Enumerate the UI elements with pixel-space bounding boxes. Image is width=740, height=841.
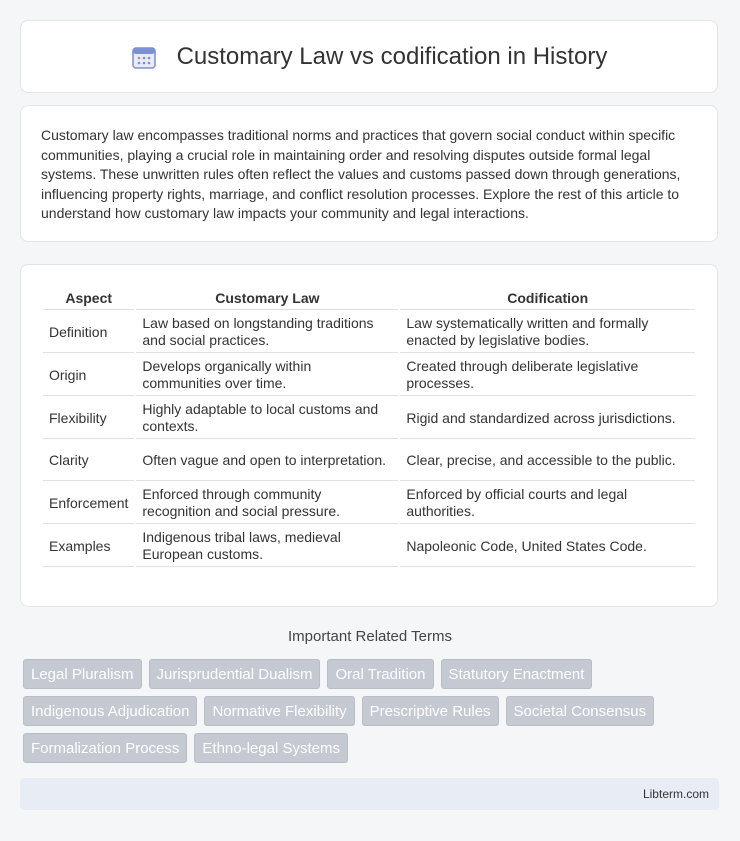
customary-cell: Indigenous tribal laws, medieval European customs. [136,526,398,567]
header-aspect: Aspect [43,287,134,310]
related-terms-list [23,659,723,763]
aspect-cell: Definition [43,312,134,353]
customary-cell: Develops organically within communities over time. [136,355,398,396]
table-row [43,526,695,567]
header-codification: Codification [400,287,695,310]
customary-cell: Highly adaptable to local customs and contexts. [136,398,398,439]
related-term-tag[interactable]: Jurisprudential Dualism [149,659,321,689]
customary-cell: Enforced through community recognition and social pressure. [136,483,398,524]
header-customary-law: Customary Law [136,287,398,310]
codification-cell: Clear, precise, and accessible to the public. [400,441,695,481]
comparison-card [20,264,718,607]
related-terms-title: Important Related Terms [288,628,452,645]
customary-cell: Law based on longstanding traditions and social practices. [136,312,398,353]
table-row [43,398,695,439]
codification-cell: Created through deliberate legislative processes. [400,355,695,396]
table-header-row [43,287,695,310]
table-row [43,441,695,481]
codification-cell: Rigid and standardized across jurisdictions. [400,398,695,439]
calendar-icon [131,44,157,70]
table-row [43,312,695,353]
related-term-tag[interactable]: Normative Flexibility [204,696,354,726]
related-term-tag[interactable]: Indigenous Adjudication [23,696,197,726]
title-card [20,20,718,93]
intro-text: Customary law encompasses traditional norms and practices that govern social conduct within specific communities, playing a crucial role in maintaining order and resolving disputes outside formal legal systems. These unwritten rules often reflect the values and customs passed down through generations, influencing property rights, marriage, and conflict resolution processes. Explore the rest of this article to understand how customary law impacts your community and legal interactions. [41,127,681,221]
aspect-cell: Origin [43,355,134,396]
codification-cell: Enforced by official courts and legal authorities. [400,483,695,524]
related-term-tag[interactable]: Statutory Enactment [441,659,593,689]
aspect-cell: Clarity [43,441,134,481]
related-term-tag[interactable]: Ethno-legal Systems [194,733,348,763]
aspect-cell: Flexibility [43,398,134,439]
codification-cell: Law systematically written and formally enacted by legislative bodies. [400,312,695,353]
related-term-tag[interactable]: Societal Consensus [506,696,655,726]
related-term-tag[interactable]: Prescriptive Rules [362,696,499,726]
footer [20,778,719,810]
codification-cell: Napoleonic Code, United States Code. [400,526,695,567]
related-term-tag[interactable]: Formalization Process [23,733,187,763]
page-title: Customary Law vs codification in History [176,42,608,70]
aspect-cell: Enforcement [43,483,134,524]
table-row [43,355,695,396]
related-term-tag[interactable]: Legal Pluralism [23,659,142,689]
related-term-tag[interactable]: Oral Tradition [327,659,433,689]
customary-cell: Often vague and open to interpretation. [136,441,398,481]
footer-site-link[interactable]: Libterm.com [642,787,709,801]
table-row [43,483,695,524]
aspect-cell: Examples [43,526,134,567]
comparison-table [41,285,697,569]
intro-card [20,105,718,242]
